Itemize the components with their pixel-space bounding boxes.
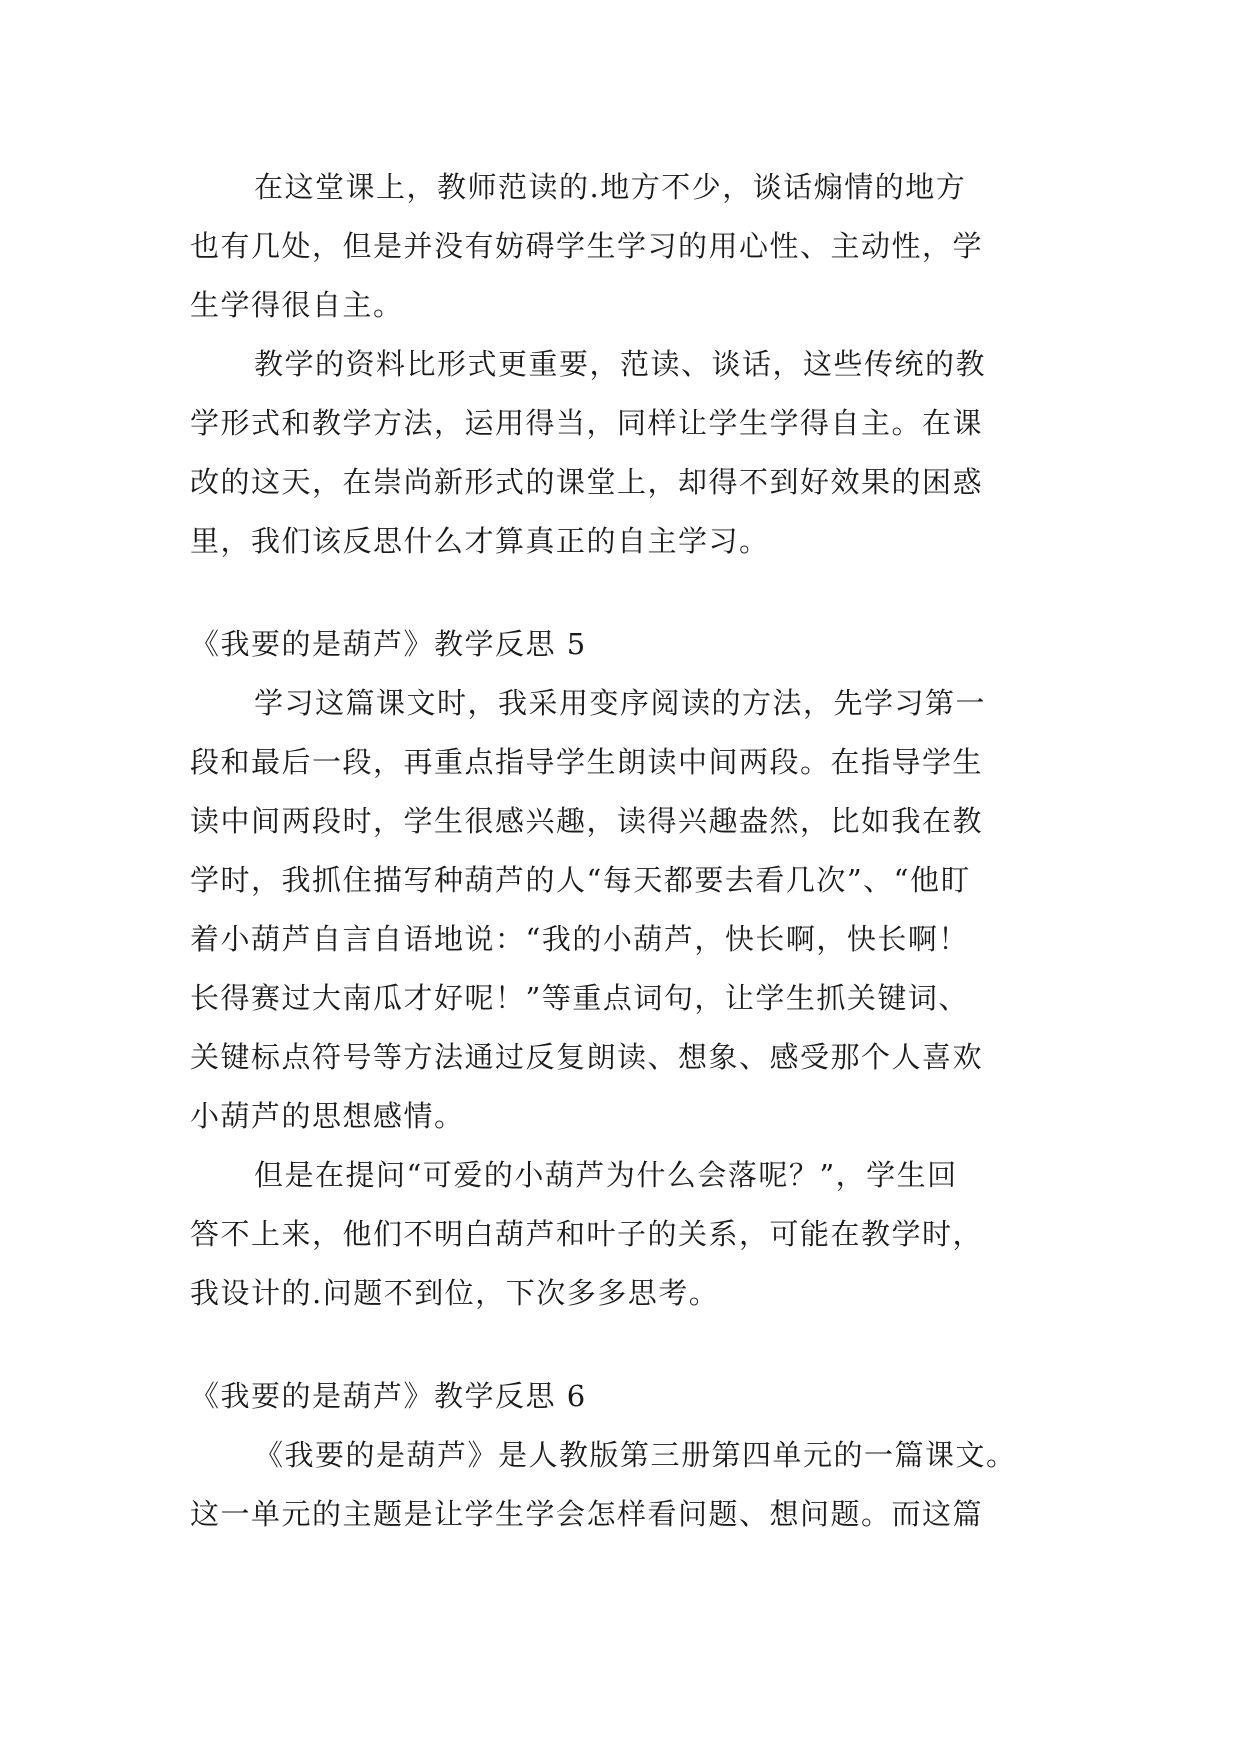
paragraph-line: 答不上来，他们不明白葫芦和叶子的关系，可能在教学时， xyxy=(190,1217,984,1251)
section-heading-5: 《我要的是葫芦》教学反思 5 xyxy=(190,627,587,661)
paragraph-line: 学形式和教学方法，运用得当，同样让学生学得自主。在课 xyxy=(190,406,984,440)
paragraph-line: 里，我们该反思什么才算真正的自主学习。 xyxy=(190,524,770,558)
paragraph-line: 但是在提问“可爱的小葫芦为什么会落呢？”，学生回 xyxy=(254,1158,958,1192)
paragraph-line: 在这堂课上，教师范读的.地方不少，谈话煽情的地方 xyxy=(254,170,967,204)
paragraph-line: 生学得很自主。 xyxy=(190,288,404,322)
paragraph-2 xyxy=(190,335,1060,571)
section-spacer xyxy=(190,1323,1060,1367)
section-spacer xyxy=(190,571,1060,615)
section-heading-6: 《我要的是葫芦》教学反思 6 xyxy=(190,1379,587,1413)
paragraph-line: 段和最后一段，再重点指导学生朗读中间两段。在指导学生 xyxy=(190,745,984,779)
paragraph-5 xyxy=(190,1426,1060,1544)
paragraph-line: 学时，我抓住描写种葫芦的人“每天都要去看几次”、“他盯 xyxy=(190,863,971,897)
paragraph-line: 这一单元的主题是让学生学会怎样看问题、想问题。而这篇 xyxy=(190,1497,984,1531)
paragraph-line: 我设计的.问题不到位，下次多多思考。 xyxy=(190,1276,720,1310)
paragraph-1 xyxy=(190,158,1060,335)
paragraph-line: 《我要的是葫芦》是人教版第三册第四单元的一篇课文。 xyxy=(254,1438,1017,1472)
paragraph-line: 小葫芦的思想感情。 xyxy=(190,1099,465,1133)
paragraph-line: 改的这天，在崇尚新形式的课堂上，却得不到好效果的困惑 xyxy=(190,465,984,499)
paragraph-line: 长得赛过大南瓜才好呢！”等重点词句，让学生抓关键词、 xyxy=(190,981,969,1015)
paragraph-line: 也有几处，但是并没有妨碍学生学习的用心性、主动性，学 xyxy=(190,229,984,263)
paragraph-line: 读中间两段时，学生很感兴趣，读得兴趣盎然，比如我在教 xyxy=(190,804,984,838)
paragraph-3 xyxy=(190,674,1060,1146)
paragraph-line: 着小葫芦自言自语地说：“我的小葫芦，快长啊，快长啊！ xyxy=(190,922,969,956)
paragraph-line: 教学的资料比形式更重要，范读、谈话，这些传统的教 xyxy=(254,347,987,381)
document-body xyxy=(190,158,1060,1544)
paragraph-line: 关键标点符号等方法通过反复朗读、想象、感受那个人喜欢 xyxy=(190,1040,984,1074)
paragraph-4 xyxy=(190,1146,1060,1323)
paragraph-line: 学习这篇课文时，我采用变序阅读的方法，先学习第一 xyxy=(254,686,987,720)
